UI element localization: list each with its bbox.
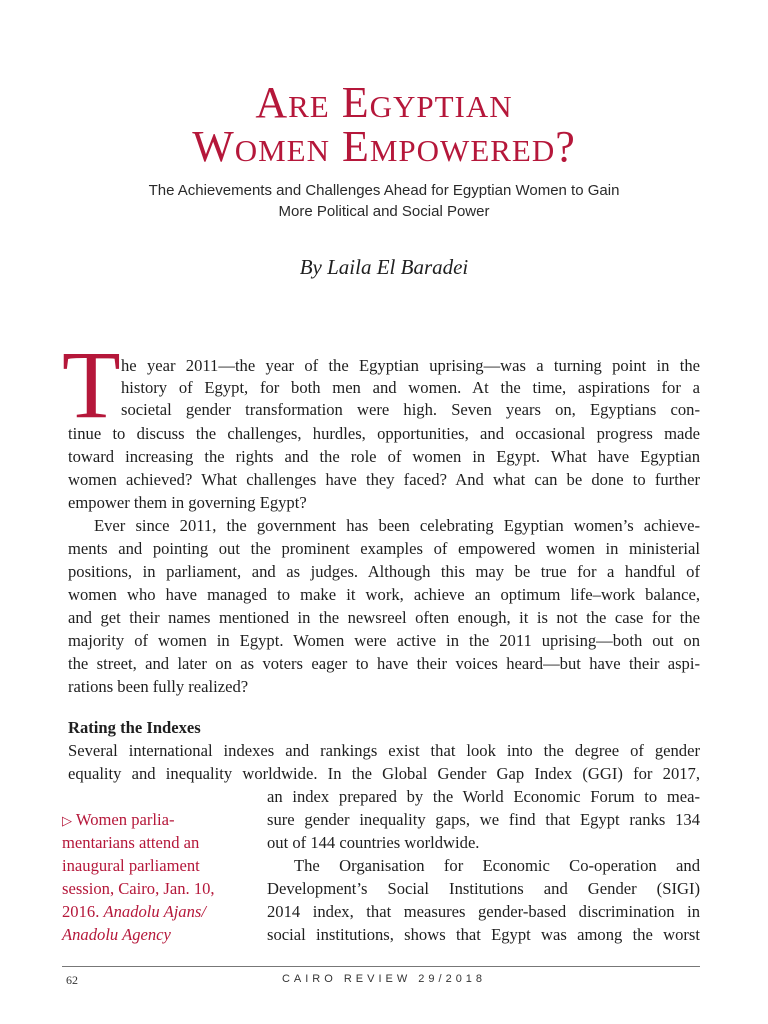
article-title-line-2: Women Empowered? bbox=[192, 122, 576, 171]
body-line: equality and inequality worldwide. In the Global Gender Gap Index (GGI) for 2017, bbox=[68, 764, 700, 783]
body-line: Ever since 2011, the government has been celebrating Egyptian women’s achieve- bbox=[94, 516, 700, 535]
running-head: CAIRO REVIEW 29/2018 bbox=[281, 973, 487, 985]
photo-caption-line bbox=[62, 809, 242, 833]
body-line: Development’s Social Institutions and Gender (SIGI) bbox=[267, 879, 700, 898]
body-line: sure gender inequality gaps, we find that Egypt ranks 134 bbox=[267, 810, 700, 829]
caption-text: Women parlia- bbox=[75, 810, 175, 829]
caption-credit: Anadolu Agency bbox=[62, 925, 171, 944]
body-line: Several international indexes and rankings exist that look into the degree of gender bbox=[68, 741, 700, 760]
article-subtitle-line-2: More Political and Social Power bbox=[278, 203, 490, 220]
body-line: toward increasing the rights and the role of women in Egypt. What have Egyptian bbox=[68, 447, 700, 466]
body-line: empower them in governing Egypt? bbox=[68, 493, 307, 512]
body-line: women who have managed to make it work, achieve an optimum life–work balance, bbox=[68, 585, 700, 604]
drop-cap: T bbox=[62, 331, 121, 438]
photo-caption-line: session, Cairo, Jan. 10, bbox=[62, 879, 215, 898]
article-title-line-1: Are Egyptian bbox=[255, 78, 513, 127]
page-number: 62 bbox=[66, 973, 78, 987]
body-line: he year 2011—the year of the Egyptian uprising—was a turning point in the bbox=[121, 356, 700, 375]
photo-caption-line: mentarians attend an bbox=[62, 833, 200, 852]
body-line: an index prepared by the World Economic Forum to mea- bbox=[267, 787, 700, 806]
body-line: history of Egypt, for both men and women. At the time, aspirations for a bbox=[121, 378, 700, 397]
caption-triangle-icon: ▷ bbox=[62, 814, 72, 829]
body-line: and get their names mentioned in the newsreel often enough, it is not the case for the bbox=[68, 608, 700, 627]
body-line: ments and pointing out the prominent examples of empowered women in ministerial bbox=[68, 539, 700, 558]
body-line: women achieved? What challenges have they faced? And what can be done to further bbox=[68, 470, 700, 489]
body-line: The Organisation for Economic Co-operation and bbox=[294, 856, 700, 875]
caption-date: 2016. bbox=[62, 902, 104, 921]
body-line: positions, in parliament, and as judges. Although this may be true for a handful of bbox=[68, 562, 700, 581]
body-line: rations been fully realized? bbox=[68, 677, 249, 696]
body-line: tinue to discuss the challenges, hurdles, opportunities, and occasional progress made bbox=[68, 424, 700, 443]
footer-rule bbox=[62, 966, 700, 967]
photo-caption-line: inaugural parliament bbox=[62, 856, 200, 875]
body-line: societal gender transformation were high. Seven years on, Egyptians con- bbox=[121, 400, 700, 419]
photo-caption-line bbox=[62, 924, 242, 946]
section-heading: Rating the Indexes bbox=[68, 718, 201, 737]
body-line: 2014 index, that measures gender-based discrimination in bbox=[267, 902, 700, 921]
body-line: social institutions, shows that Egypt was among the worst bbox=[267, 925, 700, 944]
body-line: out of 144 countries worldwide. bbox=[267, 833, 480, 852]
body-line: majority of women in Egypt. Women were active in the 2011 uprising—both out on bbox=[68, 631, 700, 650]
photo-caption-line bbox=[62, 901, 242, 923]
caption-credit: Anadolu Ajans/ bbox=[103, 902, 206, 921]
body-line: the street, and later on as voters eager to have their voices heard—but have their aspi- bbox=[68, 654, 700, 673]
byline: By Laila El Baradei bbox=[299, 255, 469, 279]
article-subtitle-line-1: The Achievements and Challenges Ahead for Egyptian Women to Gain bbox=[148, 182, 620, 199]
